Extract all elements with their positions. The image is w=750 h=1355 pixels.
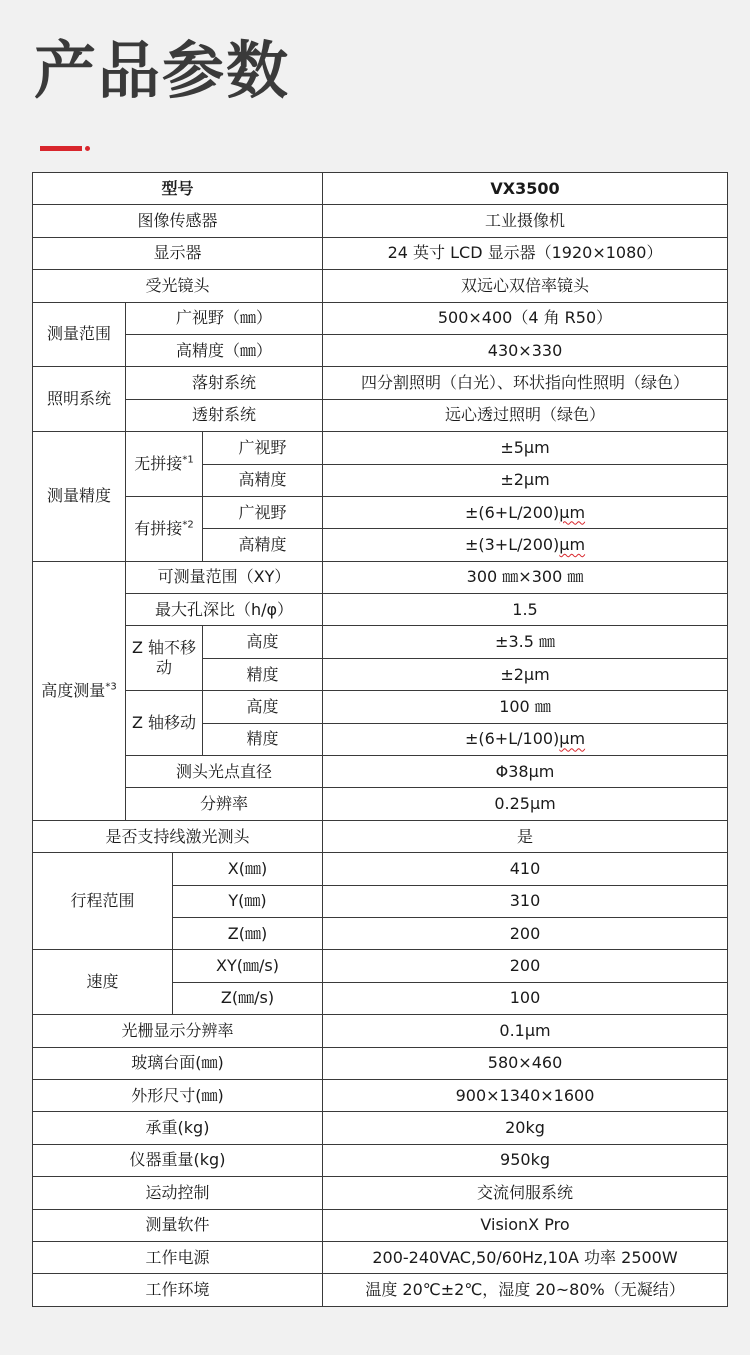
footnote-mark: *3	[105, 681, 117, 693]
row-label: 高度	[203, 691, 323, 723]
row-label: 高精度	[203, 464, 323, 496]
row-label: 高精度	[203, 529, 323, 561]
table-row	[33, 756, 728, 788]
table-row	[33, 302, 728, 334]
row-value: 远心透过照明（绿色）	[323, 399, 728, 431]
row-value	[323, 496, 728, 528]
row-value: 580×460	[323, 1047, 728, 1079]
row-value: 200	[323, 917, 728, 949]
row-label: 受光镜头	[33, 270, 323, 302]
row-value: 200	[323, 950, 728, 982]
row-label: 测头光点直径	[126, 756, 323, 788]
table-row	[33, 334, 728, 366]
row-label: 图像传感器	[33, 205, 323, 237]
value-unit: μm	[559, 502, 586, 522]
table-row	[33, 270, 728, 302]
table-row	[33, 561, 728, 593]
table-row	[33, 950, 728, 982]
row-value: 300 ㎜×300 ㎜	[323, 561, 728, 593]
table-row	[33, 205, 728, 237]
row-label: 透射系统	[126, 399, 323, 431]
table-row	[33, 1112, 728, 1144]
accent-bar	[40, 146, 82, 151]
table-row	[33, 820, 728, 852]
title-accent-line	[40, 146, 92, 151]
row-value: 温度 20℃±2℃，湿度 20~80%（无凝结）	[323, 1274, 728, 1306]
table-row	[33, 1015, 728, 1047]
footnote-mark: *2	[182, 519, 194, 531]
table-row	[33, 1144, 728, 1176]
row-value: 410	[323, 853, 728, 885]
row-value: 430×330	[323, 334, 728, 366]
row-value: ±3.5 ㎜	[323, 626, 728, 658]
table-row	[33, 1209, 728, 1241]
row-label: Y(㎜)	[173, 885, 323, 917]
row-label: 仪器重量(kg)	[33, 1144, 323, 1176]
row-label: 落射系统	[126, 367, 323, 399]
row-label: 高度	[203, 626, 323, 658]
table-row	[33, 1274, 728, 1306]
row-value: 100 ㎜	[323, 691, 728, 723]
row-label: X(㎜)	[173, 853, 323, 885]
row-value: 24 英寸 LCD 显示器（1920×1080）	[323, 237, 728, 269]
row-label: 广视野（㎜）	[126, 302, 323, 334]
table-row	[33, 1079, 728, 1111]
row-label: 最大孔深比（h/φ）	[126, 594, 323, 626]
group-label: 行程范围	[33, 853, 173, 950]
row-value: VisionX Pro	[323, 1209, 728, 1241]
row-value: 310	[323, 885, 728, 917]
row-value: 交流伺服系统	[323, 1177, 728, 1209]
row-value: ±5μm	[323, 432, 728, 464]
table-row	[33, 1177, 728, 1209]
group-label: 测量精度	[33, 432, 126, 562]
table-row	[33, 367, 728, 399]
row-value	[323, 529, 728, 561]
group-label: 照明系统	[33, 367, 126, 432]
row-value: ±2μm	[323, 464, 728, 496]
row-label: 工作电源	[33, 1241, 323, 1273]
row-value: 950kg	[323, 1144, 728, 1176]
value-text: ±(6+L/100)	[464, 729, 560, 749]
row-label: 广视野	[203, 432, 323, 464]
table-row	[33, 788, 728, 820]
row-value: 100	[323, 982, 728, 1014]
table-row	[33, 1241, 728, 1273]
table-row	[33, 1047, 728, 1079]
table-row	[33, 432, 728, 464]
subgroup-label: Z 轴移动	[126, 691, 203, 756]
subgroup-label	[126, 432, 203, 497]
row-label: XY(㎜/s)	[173, 950, 323, 982]
page-title: 产品参数	[34, 34, 291, 107]
footnote-mark: *1	[182, 454, 194, 466]
row-label: 是否支持线激光测头	[33, 820, 323, 852]
table-row	[33, 399, 728, 431]
header-model: VX3500	[323, 173, 728, 205]
row-value: Φ38μm	[323, 756, 728, 788]
row-value	[323, 723, 728, 755]
table-row	[33, 853, 728, 885]
table-row	[33, 237, 728, 269]
value-unit: μm	[559, 534, 586, 554]
row-value: 工业摄像机	[323, 205, 728, 237]
row-value: 20kg	[323, 1112, 728, 1144]
row-value: 900×1340×1600	[323, 1079, 728, 1111]
row-label: 外形尺寸(㎜)	[33, 1079, 323, 1111]
group-label	[33, 561, 126, 820]
row-label: 显示器	[33, 237, 323, 269]
subgroup-text: 无拼接	[134, 454, 183, 474]
row-label: 运动控制	[33, 1177, 323, 1209]
row-value: 1.5	[323, 594, 728, 626]
row-value: ±2μm	[323, 658, 728, 690]
header-label: 型号	[33, 173, 323, 205]
group-label: 速度	[33, 950, 173, 1015]
row-label: 高精度（㎜）	[126, 334, 323, 366]
subgroup-label	[126, 496, 203, 561]
row-value: 200-240VAC,50/60Hz,10A 功率 2500W	[323, 1241, 728, 1273]
row-label: 光栅显示分辨率	[33, 1015, 323, 1047]
row-label: 精度	[203, 658, 323, 690]
row-label: 承重(kg)	[33, 1112, 323, 1144]
value-text: ±(3+L/200)	[464, 534, 560, 554]
row-value: 0.25μm	[323, 788, 728, 820]
table-row	[33, 594, 728, 626]
group-text: 高度测量	[41, 680, 106, 700]
table-row	[33, 691, 728, 723]
row-label: 精度	[203, 723, 323, 755]
row-value: 0.1μm	[323, 1015, 728, 1047]
row-label: 可测量范围（XY）	[126, 561, 323, 593]
row-label: 工作环境	[33, 1274, 323, 1306]
spec-table	[32, 172, 728, 1307]
table-row	[33, 626, 728, 658]
row-label: Z(㎜/s)	[173, 982, 323, 1014]
row-value: 双远心双倍率镜头	[323, 270, 728, 302]
value-text: ±(6+L/200)	[464, 502, 560, 522]
table-row	[33, 496, 728, 528]
accent-dot	[85, 146, 90, 151]
row-label: 分辨率	[126, 788, 323, 820]
subgroup-label: Z 轴不移动	[126, 626, 203, 691]
table-header-row	[33, 173, 728, 205]
row-value: 四分割照明（白光）、环状指向性照明（绿色）	[323, 367, 728, 399]
row-label: 玻璃台面(㎜)	[33, 1047, 323, 1079]
group-label: 测量范围	[33, 302, 126, 367]
row-label: 测量软件	[33, 1209, 323, 1241]
subgroup-text: 有拼接	[134, 518, 183, 538]
row-value: 500×400（4 角 R50）	[323, 302, 728, 334]
value-unit: μm	[559, 729, 586, 749]
row-value: 是	[323, 820, 728, 852]
row-label: 广视野	[203, 496, 323, 528]
row-label: Z(㎜)	[173, 917, 323, 949]
